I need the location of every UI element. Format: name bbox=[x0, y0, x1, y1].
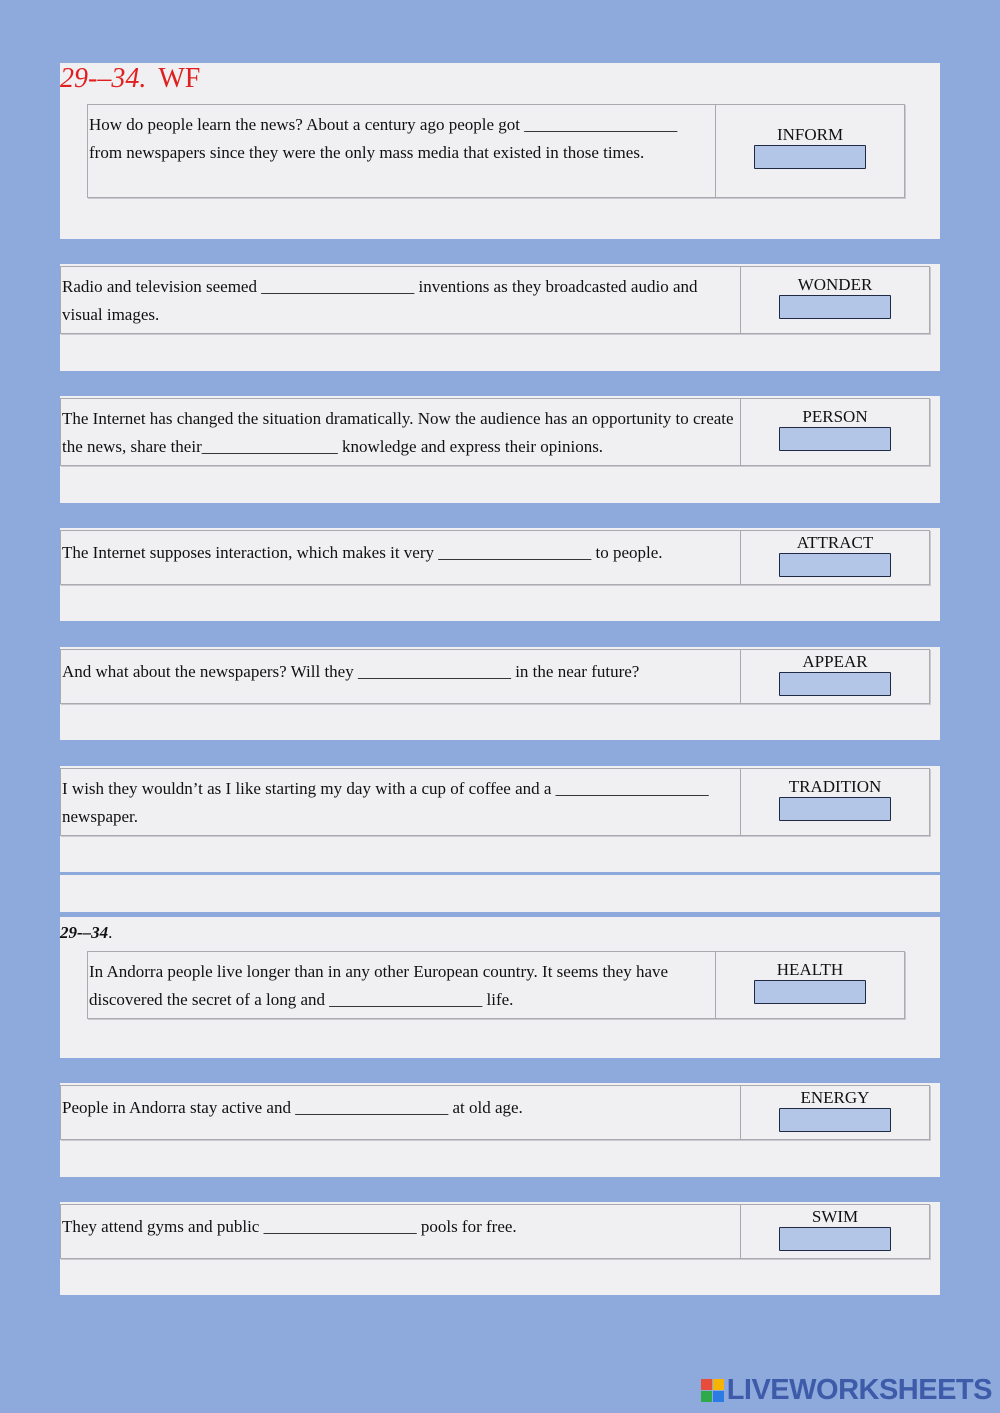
answer-input-health[interactable] bbox=[754, 980, 866, 1004]
logo-mark-icon bbox=[701, 1379, 724, 1402]
base-word: SWIM bbox=[811, 1207, 859, 1226]
logo-text: LIVEWORKSHEETS bbox=[726, 1374, 992, 1406]
heading-number: 29-–34 bbox=[60, 923, 109, 942]
question-row-inform bbox=[87, 104, 905, 198]
question-row-wonder bbox=[60, 266, 930, 334]
word-cell bbox=[716, 952, 904, 1018]
answer-input-attract[interactable] bbox=[779, 553, 891, 577]
answer-input-inform[interactable] bbox=[754, 145, 866, 169]
base-word: ENERGY bbox=[800, 1088, 870, 1107]
section-panel-7 bbox=[60, 917, 940, 1058]
section-panel-9 bbox=[60, 1202, 940, 1295]
answer-input-person[interactable] bbox=[779, 427, 891, 451]
answer-input-appear[interactable] bbox=[779, 672, 891, 696]
base-word: INFORM bbox=[776, 125, 844, 144]
section-heading-2 bbox=[60, 923, 112, 943]
section-panel-8 bbox=[60, 1083, 940, 1177]
base-word: ATTRACT bbox=[796, 533, 874, 552]
word-cell bbox=[741, 769, 929, 835]
liveworksheets-logo bbox=[701, 1374, 992, 1407]
question-text: I wish they wouldn’t as I like starting my day with a cup of coffee and a __________________ newspaper. bbox=[61, 769, 741, 835]
question-text: How do people learn the news? About a century ago people got __________________ from newspapers since they were the only mass media that existed in those times. bbox=[88, 105, 716, 197]
base-word: APPEAR bbox=[802, 652, 868, 671]
question-text: The Internet has changed the situation dramatically. Now the audience has an opportunity to create the news, share their________________ knowledge and express their opinions. bbox=[61, 399, 741, 465]
question-text: Radio and television seemed __________________ inventions as they broadcasted audio and visual images. bbox=[61, 267, 741, 333]
base-word: HEALTH bbox=[776, 960, 844, 979]
word-cell bbox=[741, 1086, 929, 1139]
answer-input-energy[interactable] bbox=[779, 1108, 891, 1132]
word-cell bbox=[716, 105, 904, 197]
question-text: People in Andorra stay active and __________________ at old age. bbox=[61, 1086, 741, 1139]
base-word: TRADITION bbox=[788, 777, 882, 796]
question-row-tradition bbox=[60, 768, 930, 836]
question-text: In Andorra people live longer than in any other European country. It seems they have discovered the secret of a long and __________________ life. bbox=[88, 952, 716, 1018]
question-row-attract bbox=[60, 530, 930, 585]
question-row-appear bbox=[60, 649, 930, 704]
word-cell bbox=[741, 650, 929, 703]
question-text: And what about the newspapers? Will they __________________ in the near future? bbox=[61, 650, 741, 703]
section-panel-2 bbox=[60, 264, 940, 371]
base-word: PERSON bbox=[802, 407, 868, 426]
word-cell bbox=[741, 267, 929, 333]
question-row-health bbox=[87, 951, 905, 1019]
section-panel-1 bbox=[60, 63, 940, 239]
question-text: The Internet supposes interaction, which makes it very __________________ to people. bbox=[61, 531, 741, 584]
section-panel-5 bbox=[60, 647, 940, 740]
word-cell bbox=[741, 399, 929, 465]
word-cell bbox=[741, 531, 929, 584]
word-cell bbox=[741, 1205, 929, 1258]
heading-dot: . bbox=[108, 923, 113, 942]
section-heading-wf bbox=[60, 63, 200, 95]
question-row-swim bbox=[60, 1204, 930, 1259]
answer-input-swim[interactable] bbox=[779, 1227, 891, 1251]
section-panel-4 bbox=[60, 528, 940, 621]
question-text: They attend gyms and public __________________ pools for free. bbox=[61, 1205, 741, 1258]
heading-label: WF bbox=[158, 63, 201, 94]
answer-input-wonder[interactable] bbox=[779, 295, 891, 319]
question-row-person bbox=[60, 398, 930, 466]
heading-number: 29-–34. bbox=[60, 63, 147, 94]
answer-input-tradition[interactable] bbox=[779, 797, 891, 821]
spacer-panel bbox=[60, 875, 940, 912]
section-panel-6 bbox=[60, 766, 940, 872]
base-word: WONDER bbox=[797, 275, 873, 294]
section-panel-3 bbox=[60, 396, 940, 503]
question-row-energy bbox=[60, 1085, 930, 1140]
